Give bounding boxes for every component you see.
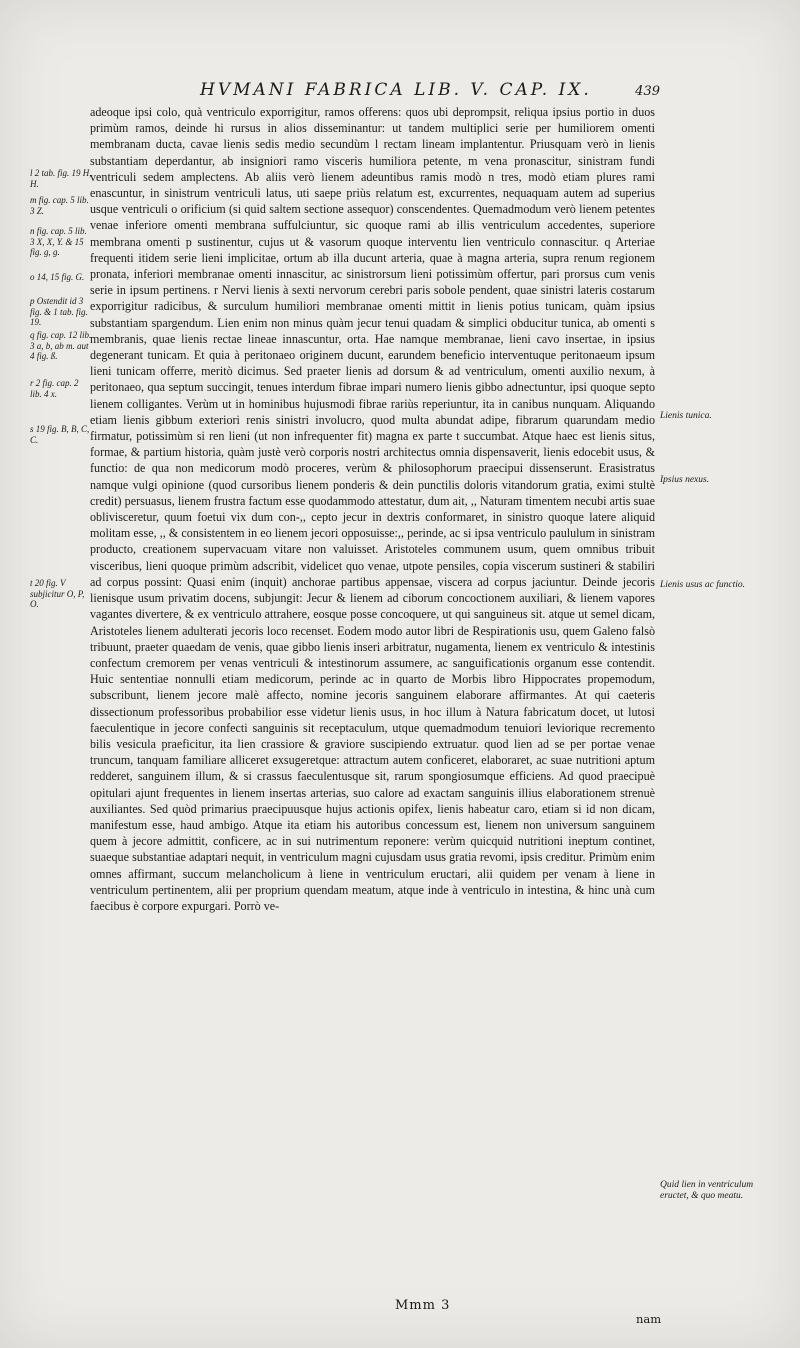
margin-note-right-2: Ipsius nexus. xyxy=(660,475,710,485)
margin-note-left-5: p Ostendit id 3 fig. & 1 tab. fig. 19. xyxy=(30,296,88,327)
margin-note-left-6: q fig. cap. 12 lib. 3 a, b, ab m. aut 4 fig. ß. xyxy=(30,330,92,361)
margin-note-left-3: n fig. cap. 5 lib. 3 X, X, Y. & 15 fig. g, g. xyxy=(30,226,87,257)
running-title: HVMANI FABRICA LIB. V. CAP. IX. xyxy=(200,80,592,100)
margin-note-left-8: s 19 fig. B, B, C, C. xyxy=(30,424,90,445)
margin-note-left-1: l 2 tab. fig. 19 H, H. xyxy=(30,168,92,189)
catchword: nam xyxy=(636,1312,662,1326)
margin-note-left-4: o 14, 15 fig. G. xyxy=(30,272,85,282)
margin-note-right-1: Lienis tunica. xyxy=(660,411,712,421)
main-text-column xyxy=(90,104,655,914)
margin-note-left-9: t 20 fig. V subjicitur O, P, O. xyxy=(30,578,85,609)
page-number: 439 xyxy=(635,84,660,99)
margin-note-left-7: r 2 fig. cap. 2 lib. 4 x. xyxy=(30,378,79,399)
margin-note-left-2: m fig. cap. 5 lib. 3 Z. xyxy=(30,195,89,216)
body-paragraph: adeoque ipsi colo, quà ventriculo exporrigitur, ramos offerens: quos ubi deprompsit, reliqua ipsius portio in duos primùm ramos, deinde hi rursus in alios disseminantur: ut tandem multiplici serie per humiliorem omenti membranam ducta, cavae lienis sedis medio secundùm l rectam lineam implantentur. Priusquam verò in lienis substantiam deperdantur, ab insigniori ramo visceris humiliora petente, m vena pronascitur, sinistram fundi ventriculi sedem amplectens. Ab aliis verò lienem adeuntibus ramis modò n tres, modò etiam plures rami enascuntur, in sinistrum ventriculi latus, uti saepe priùs relatum est, excurrentes, nequaquam autem ad superius usque ventriculi o orificium (si quid saltem sectione assequor) conscendentes. Quemadmodum verò lienem petentes venae inferiore omenti membrana suffulciuntur, sic quoque rami ab illis ventriculum accedentes, superiore membrana omenti p sustinentur, cujus ut & vasorum quoque interventu lien ventriculo connascitur. q Arteriae frequenti itidem serie lieni implicitae, ortum ab illa ducunt arteria, quae à magna arteria, supra renum regionem pronata, inferiori membranae omenti innascitur, ac sinistrorsum lieni potissimùm offertur, pari prorsus cum venis serie in ipsum pertinens. r Nervi lienis à sexti nervorum cerebri paris sobole pendent, quae sinistri lateris costarum exporrigitur radicibus, & surculum humiliori membranae omenti mittit in lienis potius tunicam, quàm ipsius substantiam spargendum. Lien enim non minus quàm jecur tenui quadam & simplici obducitur tunica, ab omenti s membranis, quae lienis rectae lineae innascuntur, orta. Hae namque membranae, lieni cavo insertae, in ipsius degenerant tunicam. Et quia à peritonaeo originem ducunt, earundem beneficio interventuque peritonaeum ipsum lieni tunicam offerre, meritò dicimus. Sed praeter lienis ad dorsum & ad ventriculum, omenti auxilio nexum, à peritonaeo, qua septum succingit, tenues interdum fibrae impari numero lienis gibbo adnectuntur, ipsi quoque septo lienem colligantes. Verùm ut in hominibus hujusmodi fibrae rariùs reperiuntur, ita in canibus nunquam. Aliquando etiam lienis gibbum exteriori renis sinistri involucro, quod multa abundat adipe, fibrarum quarundam medio firmatur, potissimùm si ren lieni (ut non infrequenter fit) magna ex parte t succumbat. Atque haec est lienis situs, formae, & partium historia, quàm justè verò corporis nostri architectus omnia dispensaverit, lienis edocebit usus, & functio: de qua non medicorum modò proceres, verùm & philosophorum praecipui dissenserunt. Erasistratus namque vulgi opinione (quod cursoribus lienem ponderis & dein punctilis doloris vitandorum gratia, eximi stultè credit) persuasus, lienem frustra factum esse quodammodo attestatur, dum ait, ,, Naturam timentem necubi artis suae oblivisceretur, quum foetui vix dum con-,, cepto jecur in dextris conformaret, in sinistro quoque latere aliquid molitam esse, ,, & consistentem in eo lienem jecori opposuisse:,, perinde, ac si ipsa ventriculo paululum in sinistram producto, creationem supervacuam vitare non valuisset. Aristoteles communem usum, quem omnibus tribuit visceribus, lieni quoque primùm adscribit, videlicet quo venae, utpote pensiles, copia viscerum sustineri & stabiliri ad corpus possint: Quasi enim (inquit) anchorae partibus appensae, viscera ad corpus jaciuntur. Deinde jecoris lienisque usum privatim docens, subjungit: Jecur & lienem ad ciborum concoctionem auxiliari, & lienem vapores vagantes divertere, & ex ventriculo attrahere, eosque posse concoquere, ut qui sanguineus sit. atque ut semel dicam, Aristoteles lienem adulterati jecoris loco recenset. Eodem modo autor libri de Respirationis usu, quem Galeno falsò tribuunt, praeter quaedam de venis, quae gibbo lienis inseri arbitratur, nugamenta, lienem ex ventriculo & intestinis confectum cremorem per venas ventriculi & intestinorum assumere, ac sanguificationis organum esse contendit. Huic sententiae nonnulli etiam medicorum, perinde ac in quarto de Morbis libro Hippocrates propemodum, subscribunt, lienem jecore malè affecto, nomine jecoris sanguinem elaborare affirmantes. At qui caeteris dissectionum professoribus probabilior esse videtur lienis usus, in hoc illum à Natura fabricatum docet, ut lutosi faeculentique in jecore confecti sanguinis sit receptaculum, utque quemadmodum tenuiori leviorique recremento bilis vesicula praeficitur, ita lien crassiore & graviore suscipiendo extruatur. quod lien ad se per portae venae truncum, tanquam familiare alliceret exsugeretque: attractum autem conficeret, elaboraret, ac suae nutritioni aptum redderet, sanguinem illum, & si crassus faeculentusque sit, rarum spongiosumque efficiens. Ad quod praecipuè opitulari ajunt frequentes in lienem insertas arterias, suo calore ad exactam sanguinis illius elaborationem strenuè auxiliantes. Sed quòd primarius praecipuusque hujus actionis opifex, lienis habeatur caro, etiam si id non dicam, manifestum esse, haud ambigo. Atque ita etiam his autoribus concessum est, lienem non universum sanguinem quem à jecore admittit, conficere, ac in sui nutrimentum reponere: verùm quicquid nutritioni ineptum continet, suaeque substantiae adaptari nequit, in ventriculum magni cujusdam usus gratia revomi, ipsis creditur. Primùm enim omnes affirmant, succum melancholicum à liene in ventriculum eructari, alii quidem per venam à liene in ventriculum pertinentem, alii per proprium quendam meatum, atque inde à ventriculo in intestina, & hinc unà cum faecibus è corpore expurgari. Porrò ve- xyxy=(90,105,655,913)
margin-note-right-3: Lienis usus ac functio. xyxy=(660,580,745,590)
margin-note-right-4: Quid lien in ventriculum eructet, & quo meatu. xyxy=(660,1180,754,1201)
signature-mark: Mmm 3 xyxy=(395,1298,451,1313)
